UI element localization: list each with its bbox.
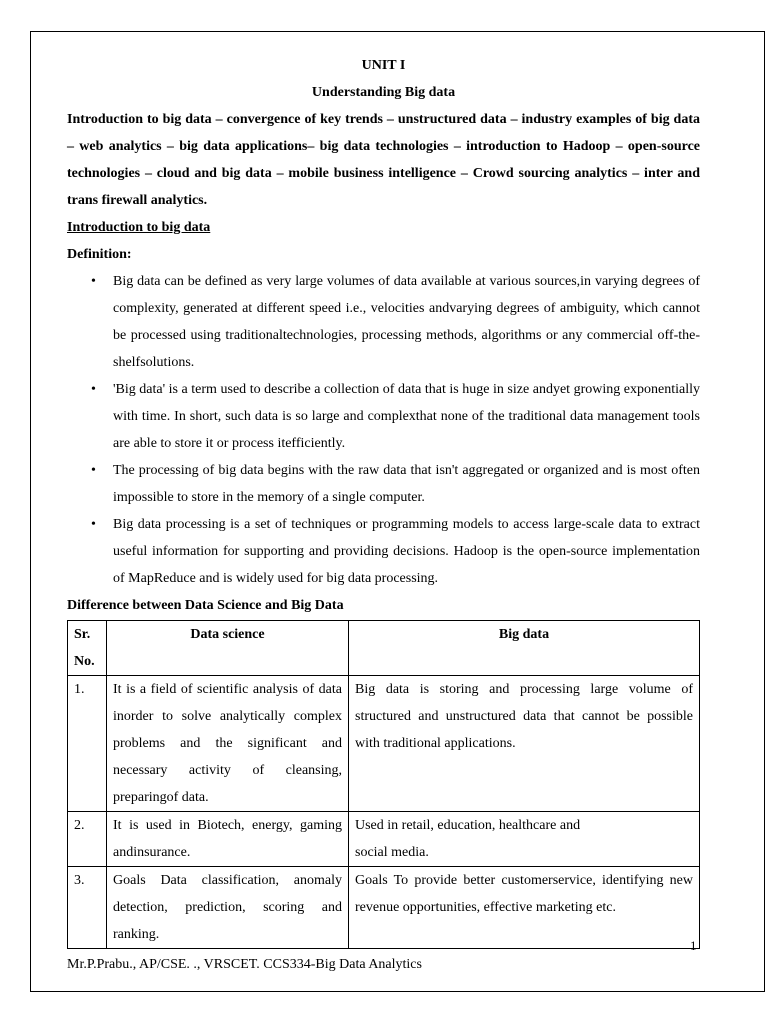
unit-title: Understanding Big data [311,85,456,100]
header-data-science: Data science [107,621,349,676]
list-item: • 'Big data' is a term used to describe a collection of data that is huge in size andyet growing exponentially with time. In short, such data is so large and complexthat none of the traditional data management tools are able to store it or process itefficiently. [113,376,700,457]
table-title: Difference between Data Science and Big Data [67,598,344,613]
cell-big-data [349,812,700,867]
list-item: • Big data can be defined as very large volumes of data available at various sources,in varying degrees of complexity, generated at different speed i.e., velocities andvarying degrees of ambiguity, which cannot be processed using traditionaltechnologies, processing methods, algorithms or any commercial off-the-shelfsolutions. [113,268,700,376]
cell-data-science: It is a field of scientific analysis of data inorder to solve analytically complex problems and the significant and necessary activity of cleansing, preparingof data. [107,676,349,812]
definition-label: Definition: [67,247,132,262]
cell-data-science: Goals Data classification, anomaly detection, prediction, scoring and ranking. [107,867,349,949]
section-title: Introduction to big data [67,220,211,235]
page-number: 1 [690,938,697,953]
cell-big-data: Big data is storing and processing large volume of structured and unstructured data that cannot be possible with traditional applications. [349,676,700,812]
cell-big-data: Goals To provide better customerservice, identifying new revenue opportunities, effective marketing etc. [349,867,700,949]
cell-sr: 2. [68,812,107,867]
definition-list [67,268,700,592]
cell-data-science: It is used in Biotech, energy, gaming andinsurance. [107,812,349,867]
list-item: • The processing of big data begins with the raw data that isn't aggregated or organized and is most often impossible to store in the memory of a single computer. [113,457,700,511]
header-big-data: Big data [349,621,700,676]
unit-heading: UNIT I [361,58,406,73]
table-row [68,867,700,949]
document-body [67,52,700,949]
table-row [68,676,700,812]
syllabus-paragraph: Introduction to big data – convergence of key trends – unstructured data – industry examples of big data – web analytics – big data applications– big data technologies – introduction to Hadoop – open-source technologies – cloud and big data – mobile business intelligence – Crowd sourcing analytics – inter and trans firewall analytics. [67,112,700,208]
footer-text: Mr.P.Prabu., AP/CSE. ., VRSCET. CCS334-Big Data Analytics [67,957,422,972]
cell-big-data-line: Used in retail, education, healthcare and [355,818,581,833]
table-header-row [68,621,700,676]
table-row [68,812,700,867]
cell-big-data-line: social media. [355,845,429,860]
cell-sr: 1. [68,676,107,812]
cell-sr: 3. [68,867,107,949]
header-sr-no: Sr. No. [68,621,107,676]
list-item: • Big data processing is a set of techniques or programming models to access large-scale data to extract useful information for supporting and providing decisions. Hadoop is the open-source implementation of MapReduce and is widely used for big data processing. [113,511,700,592]
comparison-table [67,620,700,949]
